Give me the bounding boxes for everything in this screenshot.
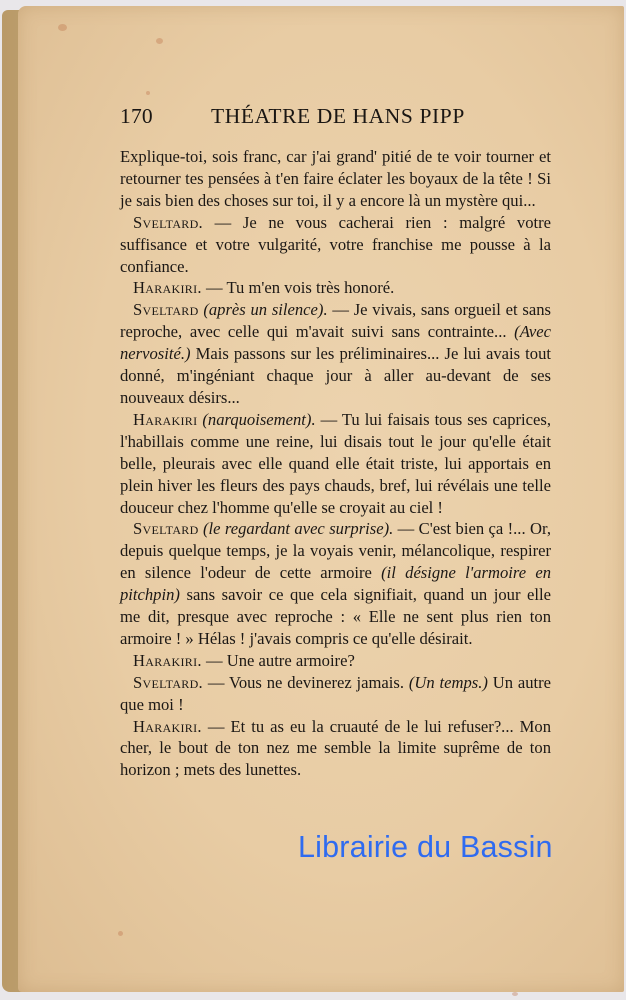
play-text (120, 146, 551, 781)
paragraph (120, 672, 551, 716)
dialogue-text: — Tu lui faisais tous ses caprices, l'habillais comme une reine, lui disais tout le jour qu'elle était belle, pleurais avec elle quand elle était triste, lui apportais en plein hiver les fleurs des pays chauds, bref, lui révélais une telle douceur chez l'homme qu'elle se croyait au ciel ! (120, 409, 551, 517)
paragraph (120, 650, 551, 672)
speaker-name: Sveltard. (133, 212, 204, 232)
page-number: 170 (120, 104, 153, 128)
speaker-name: Harakiri (133, 409, 198, 429)
foxing-spot (58, 24, 67, 31)
speaker-name: Sveltard. (133, 672, 204, 692)
stage-direction-inline: (Avec nervosité.) (120, 322, 552, 364)
dialogue-text: Un autre que moi ! (120, 672, 551, 714)
paragraph (120, 299, 551, 409)
dialogue-text: — Et tu as eu la cruauté de le lui refuser?... Mon cher, le bout de ton nez me semble la limite suprême de ton horizon ; mets des lunettes. (120, 716, 551, 780)
speaker-name: Harakiri. (133, 650, 202, 670)
bookseller-watermark: Librairie du Bassin (298, 830, 553, 864)
dialogue-text: — C'est bien ça !... Or, depuis quelque temps, je la voyais venir, mélancolique, respirer en silence l'odeur de cette armoire (120, 519, 551, 583)
speaker-name: Sveltard (133, 519, 199, 539)
foxing-spot (118, 931, 123, 936)
stage-direction: (le regardant avec surprise). (202, 519, 394, 539)
dialogue-text: — Tu m'en vois très honoré. (206, 278, 395, 298)
stage-direction-inline: (Un temps.) (408, 672, 488, 692)
paragraph (120, 212, 551, 278)
paragraph (120, 518, 551, 649)
foxing-spot (146, 91, 150, 95)
dialogue-text: — Je ne vous cacherai rien : malgré votre suffisance et votre vulgarité, votre franchise me pousse à la confiance. (120, 212, 551, 276)
paragraph (120, 409, 551, 519)
running-title: THÉATRE DE HANS PIPP (211, 104, 465, 128)
paragraph (120, 277, 551, 299)
stage-direction: (narquoisement). (202, 409, 316, 429)
dialogue-text: — Une autre armoire? (206, 650, 355, 670)
stage-direction-inline: (il désigne l'armoire en pitchpin) (120, 563, 551, 605)
dialogue-text: Explique-toi, sois franc, car j'ai grand' pitié de te voir tourner et retourner tes pensées à t'en faire éclater les boyaux de la tête ! Si je sais bien des choses sur toi, il y a encore là un mystère qui... (120, 147, 551, 210)
speaker-name: Harakiri. (133, 716, 202, 736)
paragraph (120, 716, 551, 782)
foxing-spot (156, 38, 163, 44)
stage-direction: (après un silence). (203, 300, 328, 320)
speaker-name: Harakiri. (133, 278, 202, 298)
dialogue-text: — Je vivais, sans orgueil et sans reproche, avec celle qui m'avait suivi sans contrainte... (120, 300, 551, 342)
dialogue-text: Mais passons sur les préliminaires... Je lui avais tout donné, m'ingéniant chaque jour à aller au-devant de ses nouveaux désirs... (120, 344, 551, 407)
foxing-spot (512, 992, 518, 996)
dialogue-text: — Vous ne devinerez jamais. (207, 672, 404, 692)
paragraph (120, 146, 551, 212)
speaker-name: Sveltard (133, 300, 199, 320)
dialogue-text: sans savoir ce que cela signifiait, quand un jour elle me dit, presque avec reproche : « Elle ne sent plus rien ton armoire ! » Hélas ! j'avais compris ce qu'elle désirait. (120, 585, 551, 648)
